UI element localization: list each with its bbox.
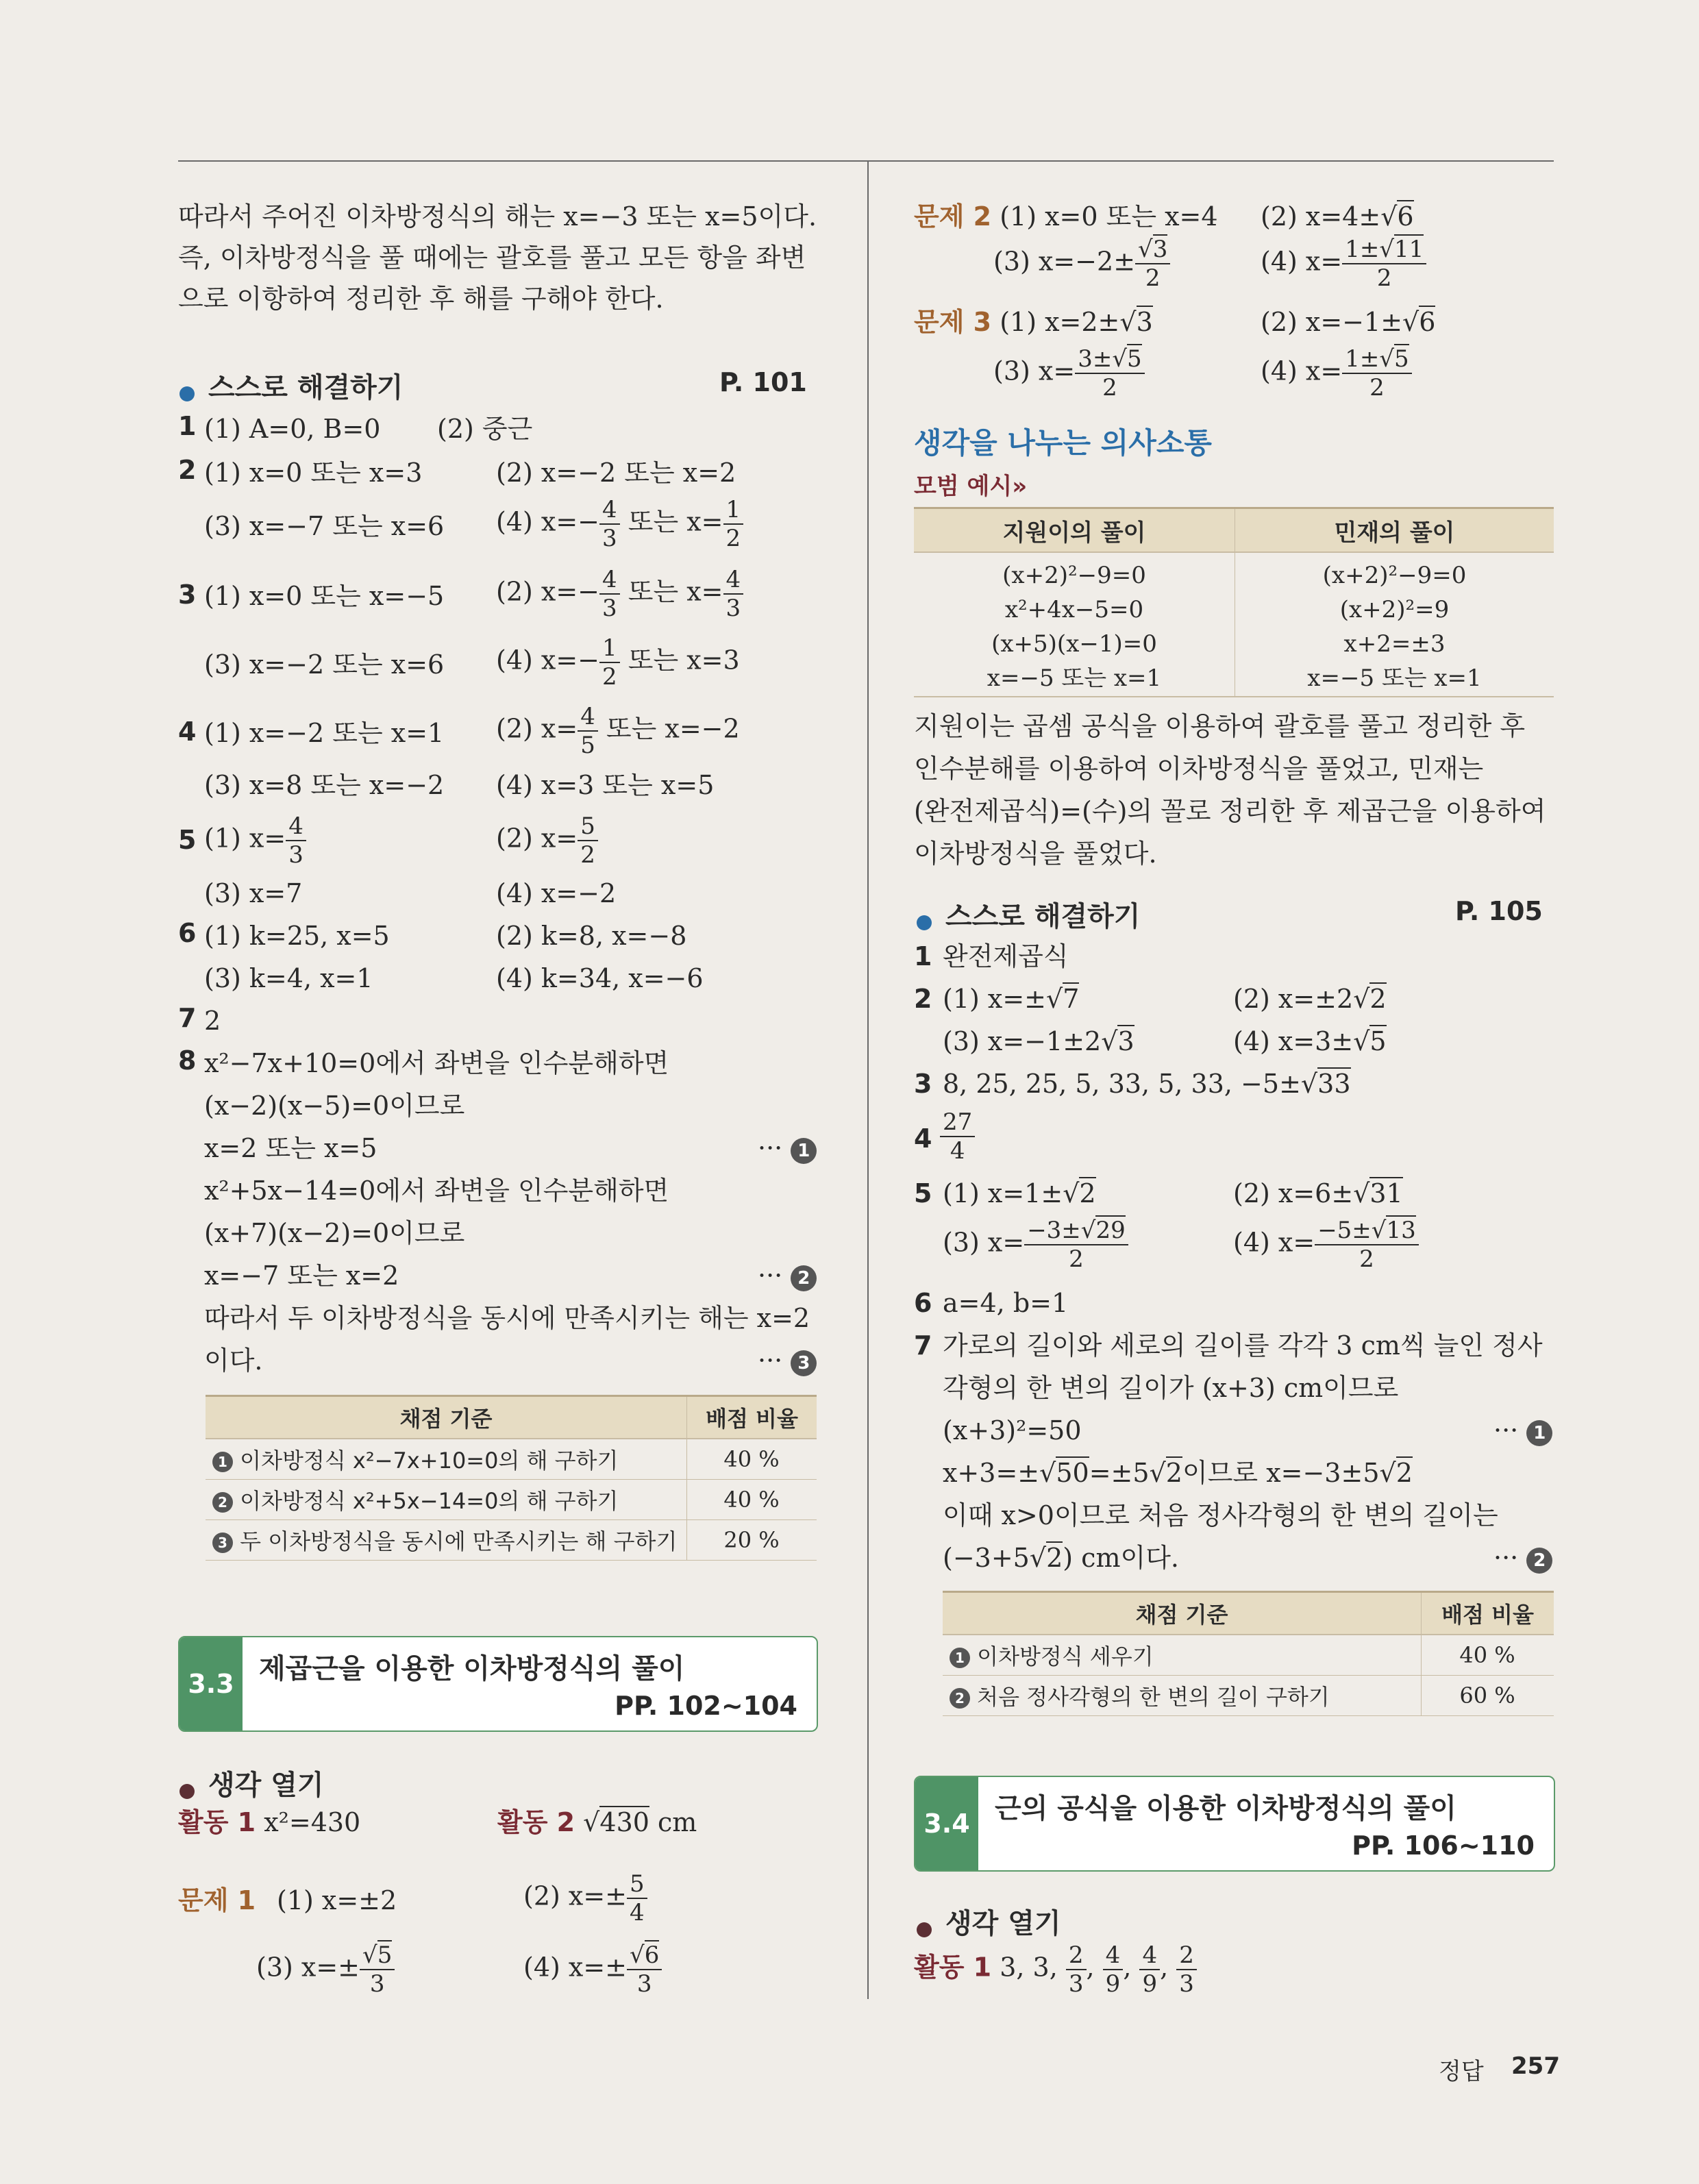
r3-answer: 8, 25, 25, 5, 33, 5, 33, −5±√33 xyxy=(943,1069,1351,1099)
grading-header-criteria: 채점 기준 xyxy=(206,1396,687,1439)
q8-line-4: x²+5x−14=0에서 좌변을 인수분해하면 xyxy=(204,1176,669,1206)
example-header-2: 민재의 풀이 xyxy=(1235,508,1554,553)
r7-line-1: 가로의 길이와 세로의 길이를 각각 3 cm씩 늘인 정사 xyxy=(943,1330,1543,1361)
top-rule-left xyxy=(178,160,869,162)
section-title: 근의 공식을 이용한 이차방정식의 풀이 xyxy=(995,1793,1456,1824)
self-solve-heading-left: 스스로 해결하기 xyxy=(179,366,403,405)
example-col-1: (x+2)²−9=0 x²+4x−5=0 (x+5)(x−1)=0 x=−5 또는 x=1 xyxy=(914,552,1235,697)
bullet-icon xyxy=(179,386,195,401)
self-solve-page-right: P. 105 xyxy=(1455,896,1543,926)
q8-line-1: x²−7x+10=0에서 좌변을 인수분해하면 xyxy=(204,1048,669,1078)
q2-answer-4: (4) x=− $\frac{4}{3}$ 또는 x= $\frac{1}{2}$ xyxy=(496,496,743,552)
r4-number: 4 xyxy=(914,1124,932,1154)
q5-answer-2: (2) x= $\frac{5}{2}$ xyxy=(496,812,598,869)
section-number-tab: 3.3 xyxy=(179,1637,243,1730)
q1-answer-2: (2) 중근 xyxy=(437,414,533,444)
q3-number: 3 xyxy=(178,580,197,610)
bullet-icon xyxy=(917,1922,932,1937)
footer-label: 정답 xyxy=(1439,2058,1484,2085)
section-number-tab: 3.4 xyxy=(915,1777,978,1870)
q8-mark-3: ··· 3 xyxy=(758,1340,817,1381)
example-text-4: 이차방정식을 풀었다. xyxy=(914,839,1157,869)
q3-answer-2: (2) x=− $\frac{4}{3}$ 또는 x= $\frac{4}{3}$ xyxy=(496,566,743,622)
r6-number: 6 xyxy=(914,1288,932,1318)
activity-1-right: 활동 1 3, 3, $\frac{2}{3}$ , $\frac{4}{9}$ , $\frac{4}{9}$ , $\frac{2}{3}$ xyxy=(914,1941,1197,1998)
activity-1-left: 활동 1 x²=430 xyxy=(178,1807,361,1837)
q6-answer-4: (4) k=34, x=−6 xyxy=(496,963,704,993)
grading-header-criteria: 채점 기준 xyxy=(943,1592,1422,1635)
r5-answer-3: (3) x= $\frac{-3\pm√29}{2}$ xyxy=(943,1217,1128,1273)
example-text-2: 인수분해를 이용하여 이차방정식을 풀었고, 민재는 xyxy=(914,754,1484,784)
q2-answer-3: (3) x=−7 또는 x=6 xyxy=(204,511,445,541)
section-3-4-box xyxy=(914,1776,1555,1872)
q5-answer-1: (1) x= $\frac{4}{3}$ xyxy=(204,812,306,869)
q8-line-5: (x+7)(x−2)=0이므로 xyxy=(204,1218,465,1248)
example-table xyxy=(914,507,1554,697)
problem-1-answer-2: (2) x=± $\frac{5}{4}$ xyxy=(523,1870,647,1926)
r7-line-3: (x+3)²=50 xyxy=(943,1415,1082,1445)
q2-answer-2: (2) x=−2 또는 x=2 xyxy=(496,458,736,488)
r7-line-4: x+3=±√50=±5√2이므로 x=−3±5√2 xyxy=(943,1458,1413,1488)
r2-answer-2: (2) x=±2√2 xyxy=(1233,984,1387,1014)
q8-line-3: x=2 또는 x=5 xyxy=(204,1133,377,1163)
r7-line-5: 이때 x>0이므로 처음 정사각형의 한 변의 길이는 xyxy=(943,1500,1498,1530)
grading-header-ratio: 배점 비율 xyxy=(687,1396,817,1439)
q8-line-6: x=−7 또는 x=2 xyxy=(204,1261,399,1291)
q5-answer-4: (4) x=−2 xyxy=(496,878,617,908)
r5-answer-4: (4) x= $\frac{-5\pm√13}{2}$ xyxy=(1233,1217,1419,1273)
intro-line-1: 따라서 주어진 이차방정식의 해는 x=−3 또는 x=5이다. xyxy=(178,201,817,232)
think-open-heading-right: 생각 열기 xyxy=(917,1902,1061,1941)
q8-number: 8 xyxy=(178,1045,197,1076)
problem-3-answer-2: (2) x=−1±√6 xyxy=(1261,307,1436,337)
r5-answer-2: (2) x=6±√31 xyxy=(1233,1178,1403,1208)
q6-answer-3: (3) k=4, x=1 xyxy=(204,963,373,993)
table-row: 3 두 이차방정식을 동시에 만족시키는 해 구하기 20 % xyxy=(206,1520,817,1561)
r4-answer: $\frac{27}{4}$ xyxy=(940,1108,975,1165)
problem-3-answer-4: (4) x= $\frac{1\pm√5}{2}$ xyxy=(1261,345,1412,401)
problem-3-row-1: 문제 3 (1) x=2±√3 xyxy=(914,307,1153,337)
problem-2-answer-2: (2) x=4±√6 xyxy=(1261,201,1414,232)
r2-answer-4: (4) x=3±√5 xyxy=(1233,1026,1387,1056)
r5-answer-1: (1) x=1±√2 xyxy=(943,1178,1096,1208)
section-pages: PP. 106~110 xyxy=(1352,1831,1535,1861)
q7-answer: 2 xyxy=(204,1006,221,1036)
q6-answer-2: (2) k=8, x=−8 xyxy=(496,921,687,951)
q4-answer-1: (1) x=−2 또는 x=1 xyxy=(204,718,445,748)
table-row: 1 이차방정식 세우기 40 % xyxy=(943,1635,1554,1676)
think-open-heading-left: 생각 열기 xyxy=(179,1763,324,1802)
self-solve-heading-right: 스스로 해결하기 xyxy=(917,895,1140,934)
example-label: 모범 예시» xyxy=(914,473,1028,500)
r2-answer-1: (1) x=±√7 xyxy=(943,984,1080,1014)
example-col-2: (x+2)²−9=0 (x+2)²=9 x+2=±3 x=−5 또는 x=1 xyxy=(1235,552,1554,697)
r7-mark-2: ··· 2 xyxy=(1493,1537,1552,1578)
q8-line-7: 따라서 두 이차방정식을 동시에 만족시키는 해는 x=2 xyxy=(204,1303,810,1333)
intro-line-2: 즉, 이차방정식을 풀 때에는 괄호를 풀고 모든 항을 좌변 xyxy=(178,243,806,273)
q8-mark-2: ··· 2 xyxy=(758,1255,817,1296)
q4-answer-3: (3) x=8 또는 x=−2 xyxy=(204,770,445,800)
section-3-3-box xyxy=(178,1636,818,1732)
double-chevron-icon: » xyxy=(1012,473,1028,500)
table-row: 2 처음 정사각형의 한 변의 길이 구하기 60 % xyxy=(943,1676,1554,1716)
grading-header-ratio: 배점 비율 xyxy=(1422,1592,1554,1635)
r7-line-2: 각형의 한 변의 길이가 (x+3) cm이므로 xyxy=(943,1373,1399,1403)
q4-answer-4: (4) x=3 또는 x=5 xyxy=(496,770,715,800)
bullet-icon xyxy=(179,1784,195,1799)
q3-answer-4: (4) x=− $\frac{1}{2}$ 또는 x=3 xyxy=(496,634,740,691)
r7-number: 7 xyxy=(914,1330,932,1361)
section-pages: PP. 102~104 xyxy=(615,1691,797,1721)
q8-mark-1: ··· 1 xyxy=(758,1128,817,1169)
q1-answer-1: (1) A=0, B=0 xyxy=(204,414,381,444)
q4-number: 4 xyxy=(178,717,197,747)
q8-line-8: 이다. xyxy=(204,1345,263,1376)
r7-mark-1: ··· 1 xyxy=(1493,1410,1552,1451)
table-row: 2 이차방정식 x²+5x−14=0의 해 구하기 40 % xyxy=(206,1480,817,1520)
r2-number: 2 xyxy=(914,984,932,1014)
q2-number: 2 xyxy=(178,455,197,485)
activity-2-left: 활동 2 √430 cm xyxy=(497,1807,697,1837)
example-text-3: (완전제곱식)=(수)의 꼴로 정리한 후 제곱근을 이용하여 xyxy=(914,796,1546,826)
top-rule-right xyxy=(869,160,1554,162)
problem-1-answer-4: (4) x=± $\frac{√6}{3}$ xyxy=(523,1941,662,1998)
problem-1-label: 문제 1 xyxy=(178,1885,256,1915)
page-number: 257 xyxy=(1511,2052,1560,2080)
bullet-icon xyxy=(917,915,932,930)
problem-2-row-1: 문제 2 (1) x=0 또는 x=4 xyxy=(914,201,1218,232)
self-solve-page-left: P. 101 xyxy=(719,367,807,397)
column-divider xyxy=(867,162,869,1999)
q3-answer-1: (1) x=0 또는 x=−5 xyxy=(204,581,445,611)
r1-number: 1 xyxy=(914,941,932,971)
section-title: 제곱근을 이용한 이차방정식의 풀이 xyxy=(259,1653,685,1685)
problem-3-answer-3: (3) x= $\frac{3\pm√5}{2}$ xyxy=(993,345,1145,401)
r5-number: 5 xyxy=(914,1178,932,1208)
problem-2-answer-4: (4) x= $\frac{1\pm√11}{2}$ xyxy=(1261,236,1426,292)
table-row: 1 이차방정식 x²−7x+10=0의 해 구하기 40 % xyxy=(206,1439,817,1480)
q4-answer-2: (2) x= $\frac{4}{5}$ 또는 x=−2 xyxy=(496,703,740,759)
r6-answer: a=4, b=1 xyxy=(943,1288,1069,1318)
r3-number: 3 xyxy=(914,1069,932,1099)
q1-number: 1 xyxy=(178,411,197,441)
problem-1-answer-1: (1) x=±2 xyxy=(277,1885,397,1915)
intro-line-3: 으로 이항하여 정리한 후 해를 구해야 한다. xyxy=(178,284,664,314)
q6-answer-1: (1) k=25, x=5 xyxy=(204,921,390,951)
grading-table-right xyxy=(943,1591,1554,1716)
r2-answer-3: (3) x=−1±2√3 xyxy=(943,1026,1134,1056)
grading-table-left xyxy=(206,1395,817,1561)
example-header-1: 지원이의 풀이 xyxy=(914,508,1235,553)
q2-answer-1: (1) x=0 또는 x=3 xyxy=(204,458,423,488)
r1-answer: 완전제곱식 xyxy=(943,941,1069,971)
problem-2-answer-3: (3) x=−2± $\frac{√3}{2}$ xyxy=(993,236,1170,292)
q8-line-2: (x−2)(x−5)=0이므로 xyxy=(204,1091,465,1121)
example-text-1: 지원이는 곱셈 공식을 이용하여 괄호를 풀고 정리한 후 xyxy=(914,711,1526,741)
communication-title: 생각을 나누는 의사소통 xyxy=(914,426,1212,460)
q6-number: 6 xyxy=(178,918,197,948)
problem-1-answer-3: (3) x=± $\frac{√5}{3}$ xyxy=(256,1941,395,1998)
q5-number: 5 xyxy=(178,825,197,855)
r7-line-6: (−3+5√2) cm이다. xyxy=(943,1543,1179,1573)
q3-answer-3: (3) x=−2 또는 x=6 xyxy=(204,649,445,680)
q7-number: 7 xyxy=(178,1003,197,1033)
q5-answer-3: (3) x=7 xyxy=(204,878,303,908)
